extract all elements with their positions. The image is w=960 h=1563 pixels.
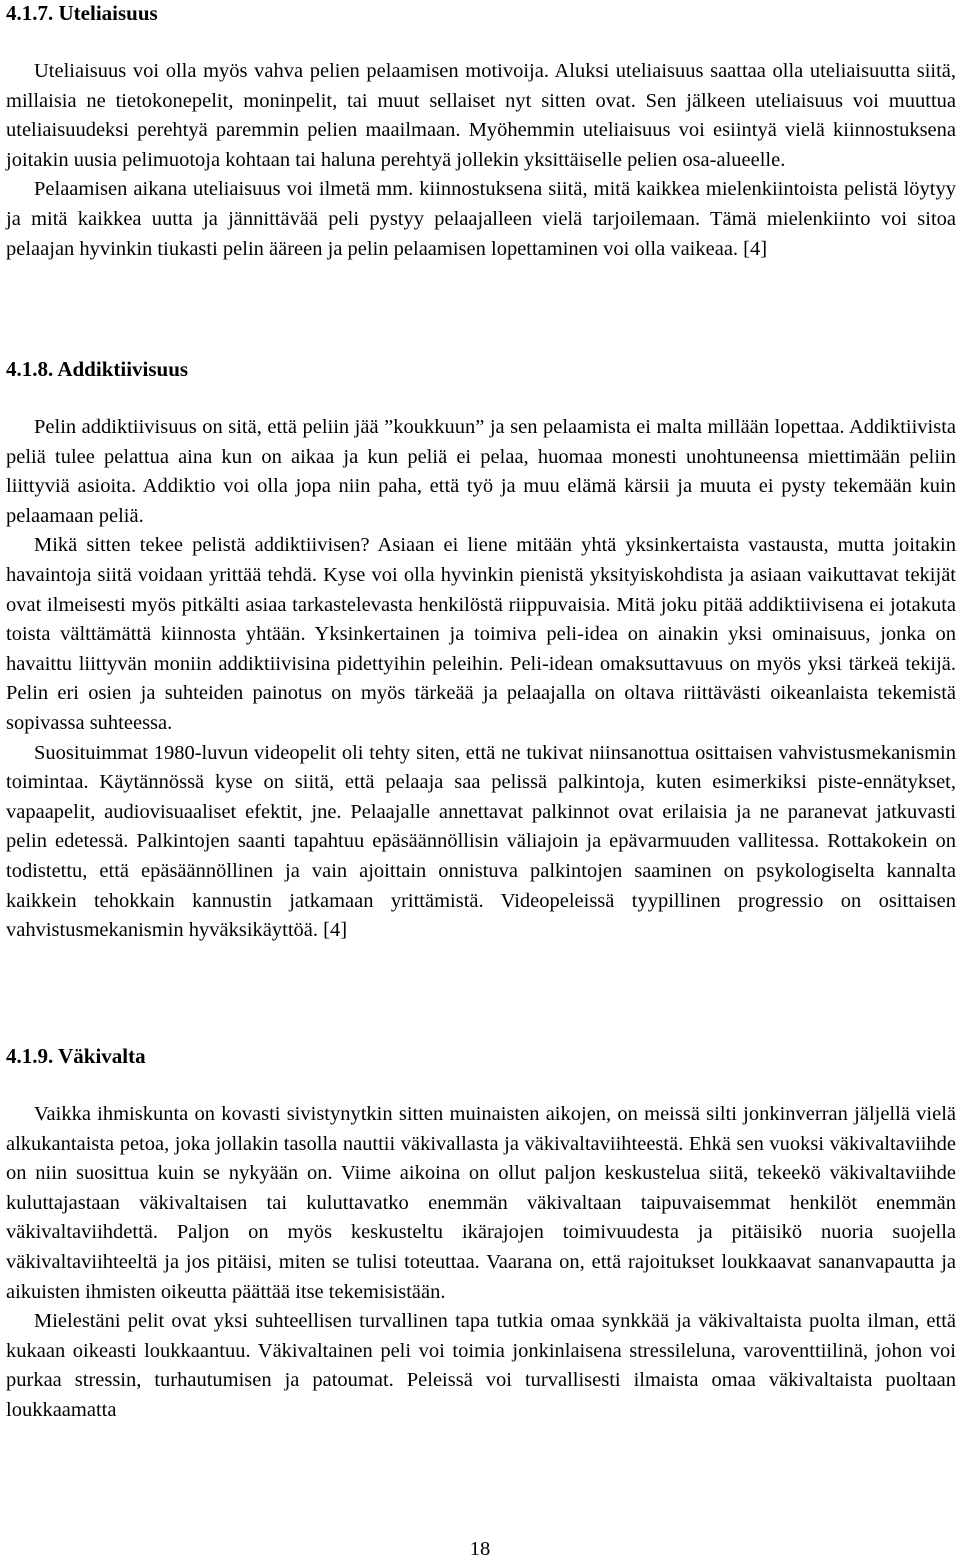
page-number: 18 [469,1538,491,1560]
paragraph: Suosituimmat 1980-luvun videopelit oli tehty siten, että ne tukivat niinsanottua osittaisen vahvistusmekanismin toimintaa. Käytännössä kyse on siitä, että pelaaja saa pelissä palkintoja, kuten esimerkiksi piste-ennätykset, vapaapelit, audiovisuaaliset efektit, jne. Pelaajalle annettavat palkinnot ovat erilaisia ja ne paranevat jatkuvasti pelin edetessä. Palkintojen saanti tapahtuu epäsäännöllisin väliajoin ja epävarmuuden vallitessa. Rottakokein on todistettu, että epäsäännöllinen ja vain ajoittain onnistuva palkintojen saaminen on psykologiselta kannalta kaikkein tehokkain kannustin jatkamaan yrittämistä. Videopeleissä tyypillinen progressio on osittaisen vahvistusmekanismin hyväksikäyttöä. [4] [6,741,956,942]
section-body-addiktiivisuus [6,413,956,946]
section-heading-vakivalta: 4.1.9. Väkivalta [6,1044,146,1068]
paragraph: Pelin addiktiivisuus on sitä, että peliin jää ”koukkuun” ja sen pelaamista ei malta millään lopettaa. Addiktiivista peliä tulee pelattua aina kun on aikaa ja kun peliä ei pelaa, huomaa monesti unohtuneensa miettimään peliin liittyviä asioita. Addiktio voi olla jopa niin paha, että työ ja muu elämä kärsii ja muuta ei pysty tekemään kuin pelaamaan peliä. [6,416,956,527]
paragraph: Mikä sitten tekee pelistä addiktiivisen? Asiaan ei liene mitään yhtä yksinkertaista vastausta, mutta joitakin havaintoja siitä voidaan yrittää tehdä. Kyse voi olla hyvinkin pienistä yksityiskohdista ja asiaan vaikuttavat tekijät ovat ilmeisesti myös pitkälti asiaa tarkastelevasta henkilöstä riippuvaisia. Mitä joku pitää addiktiivisena ei jotakuta toista välttämättä kiinnosta yhtään. Yksinkertainen ja toimiva peli-idea on ainakin yksi ominaisuus, jonka on havaittu liittyvän moniin addiktiivisina pidettyihin peleihin. Peli-idean omaksuttavuus on myös yksi tärkeä tekijä. Pelin eri osien ja suhteiden painotus on myös tärkeää ja pelaajalla on oltava riittävästi oikeanlaista tekemistä sopivassa suhteessa. [6,534,956,734]
section-heading-addiktiivisuus: 4.1.8. Addiktiivisuus [6,357,189,381]
paragraph: Mielestäni pelit ovat yksi suhteellisen turvallinen tapa tutkia omaa synkkää ja väkivaltaista puolta ilman, että kukaan oikeasti loukkaantuu. Väkivaltainen peli voi toimia jonkinlaisena stressileluna, varoventtiilinä, johon voi purkaa stressin, turhautumisen ja patoumat. Peleissä voi turvallisesti ilmaista omaa väkivaltaista puoltaan loukkaamatta [6,1310,956,1421]
paragraph: Uteliaisuus voi olla myös vahva pelien pelaamisen motivoija. Aluksi uteliaisuus saattaa olla uteliaisuutta siitä, millaisia ne tietokonepelit, moninpelit, tai muut sellaiset nyt sitten ovat. Sen jälkeen uteliaisuus voi muuttua uteliaisuudeksi perehtyä paremmin pelien maailmaan. Myöhemmin uteliaisuus voi esiintyä vielä kiinnostuksena joitakin uusia pelimuotoja kohtaan tai haluna perehtyä jollekin yksittäiselle pelien osa-alueelle. [6,60,956,171]
section-body-vakivalta [6,1100,956,1426]
section-heading-uteliaisuus: 4.1.7. Uteliaisuus [6,1,158,25]
section-body-uteliaisuus [6,57,956,264]
paragraph: Pelaamisen aikana uteliaisuus voi ilmetä mm. kiinnostuksena siitä, mitä kaikkea mielenkiintoista pelistä löytyy ja mitä kaikkea uutta ja jännittävää peli pystyy pelaajalleen vielä tarjoilemaan. Tämä mielenkiinto voi sitoa pelaajan hyvinkin tiukasti pelin ääreen ja pelin pelaamisen lopettaminen voi olla vaikeaa. [4] [6,178,956,260]
paragraph: Vaikka ihmiskunta on kovasti sivistynytkin sitten muinaisten aikojen, on meissä silti jonkinverran jäljellä vielä alkukantaista petoa, joka jollakin tasolla nauttii väkivallasta ja väkivaltaviihteestä. Ehkä sen vuoksi väkivaltaviihde on niin suosittua kuin se nykyään on. Viime aikoina on ollut paljon keskustelua siitä, tekeekö väkivaltaviihde kuluttajastaan väkivaltaisen tai kuluttavatko enemmän väkivaltaan taipuvaisemmat henkilöt enemmän väkivaltaviihdettä. Paljon on myös keskusteltu ikärajojen toimivuudesta ja pitäisikö nuoria suojella väkivaltaviihteeltä ja jos pitäisi, miten se tulisi toteuttaa. Vaarana on, että rajoitukset loukkaavat sananvapautta ja aikuisten ihmisten oikeutta päättää itse tekemisistään. [6,1103,956,1303]
